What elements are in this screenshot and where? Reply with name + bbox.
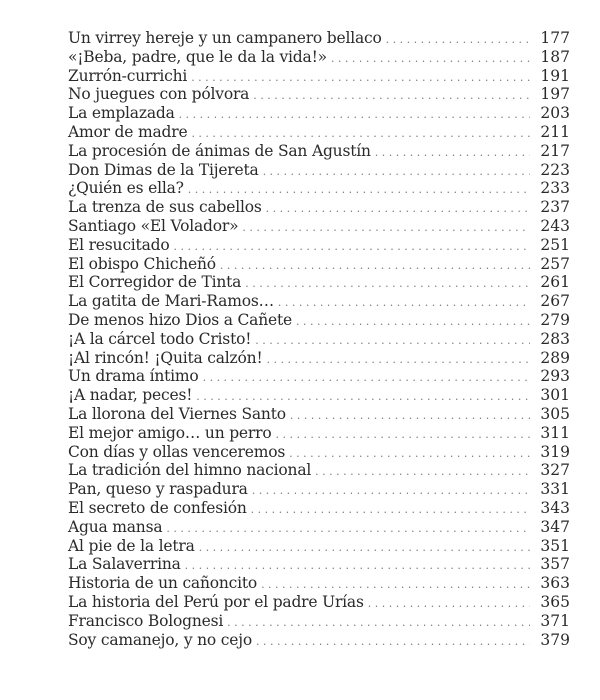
toc-entry [68,499,570,518]
toc-entry [68,631,570,650]
entry-page-number: 211 [540,122,570,141]
dot-leader [179,106,530,125]
toc-entry [68,236,570,255]
entry-title: Pan, queso y raspadura [68,480,248,499]
dot-leader [263,163,530,182]
dot-leader [256,633,530,652]
entry-page-number: 233 [540,179,570,198]
entry-title: La Salaverrina [68,555,181,574]
dot-leader [266,351,530,370]
toc-entry [68,424,570,443]
toc-entry [68,443,570,462]
entry-title: Santiago «El Volador» [68,216,239,235]
toc-entry [68,612,570,631]
entry-page-number: 257 [540,254,570,273]
entry-title: De menos hizo Dios a Cañete [68,310,292,329]
toc-entry [68,85,570,104]
dot-leader [203,369,530,388]
dot-leader [296,313,530,332]
entry-page-number: 237 [540,198,570,217]
toc-entry [68,217,570,236]
entry-title: Don Dimas de la Tijereta [68,160,259,179]
entry-page-number: 293 [540,367,570,386]
entry-title: ¡Al rincón! ¡Quita calzón! [68,348,263,367]
entry-title: Agua mansa [68,517,163,536]
entry-page-number: 327 [540,461,570,480]
dot-leader [245,275,530,294]
entry-title: El mejor amigo… un perro [68,423,272,442]
dot-leader [315,463,530,482]
entry-page-number: 223 [540,160,570,179]
entry-page-number: 305 [540,404,570,423]
entry-page-number: 177 [540,29,570,47]
dot-leader [331,50,530,69]
entry-page-number: 197 [540,85,570,104]
entry-title: No juegues con pólvora [68,85,250,104]
toc-entry [68,461,570,480]
entry-page-number: 343 [540,498,570,517]
entry-title: Con días y ollas venceremos [68,442,286,461]
entry-title: La emplazada [68,104,175,123]
toc-entry [68,161,570,180]
dot-leader [251,501,530,520]
entry-page-number: 357 [540,555,570,574]
dot-leader [266,200,530,219]
toc-entry [68,29,570,48]
toc-entry [68,179,570,198]
entry-page-number: 187 [540,47,570,66]
table-of-contents [68,29,570,649]
entry-page-number: 217 [540,141,570,160]
entry-page-number: 379 [540,630,570,649]
toc-entry [68,555,570,574]
toc-entry [68,480,570,499]
entry-title: Amor de madre [68,122,188,141]
entry-title: La procesión de ánimas de San Agustín [68,141,371,160]
dot-leader [253,87,530,106]
entry-page-number: 191 [540,66,570,85]
entry-page-number: 363 [540,574,570,593]
entry-page-number: 251 [540,235,570,254]
dot-leader [255,332,530,351]
entry-page-number: 261 [540,273,570,292]
entry-title: La gatita de Mari-Ramos… [68,292,274,311]
dot-leader [166,520,530,539]
toc-entry [68,255,570,274]
dot-leader [278,294,530,313]
dot-leader [227,614,530,633]
entry-page-number: 347 [540,517,570,536]
entry-page-number: 283 [540,329,570,348]
toc-entry [68,349,570,368]
entry-page-number: 289 [540,348,570,367]
entry-title: «¡Beba, padre, que le da la vida!» [68,47,327,66]
entry-title: ¿Quién es ella? [68,179,184,198]
toc-entry [68,273,570,292]
entry-title: Francisco Bolognesi [68,611,224,630]
toc-entry [68,518,570,537]
toc-entry [68,574,570,593]
dot-leader [375,144,530,163]
entry-title: La trenza de sus cabellos [68,198,262,217]
toc-entry [68,386,570,405]
entry-page-number: 311 [540,423,570,442]
toc-entry [68,405,570,424]
toc-entry [68,123,570,142]
dot-leader [173,238,530,257]
entry-title: ¡A la cárcel todo Cristo! [68,329,252,348]
entry-page-number: 203 [540,104,570,123]
entry-page-number: 243 [540,216,570,235]
entry-page-number: 351 [540,536,570,555]
dot-leader [386,31,530,50]
toc-entry [68,67,570,86]
entry-page-number: 301 [540,386,570,405]
dot-leader [368,595,530,614]
toc-entry [68,311,570,330]
entry-title: El secreto de confesión [68,498,247,517]
entry-title: El obispo Chicheñó [68,254,216,273]
dot-leader [242,219,530,238]
entry-title: La tradición del himno nacional [68,461,312,480]
toc-entry [68,537,570,556]
entry-page-number: 279 [540,310,570,329]
dot-leader [289,445,530,464]
entry-title: Un virrey hereje y un campanero bellaco [68,29,382,47]
toc-entry [68,292,570,311]
entry-page-number: 267 [540,292,570,311]
entry-title: El Corregidor de Tinta [68,273,242,292]
entry-title: Zurrón-currichi [68,66,188,85]
entry-title: Al pie de la letra [68,536,195,555]
toc-entry [68,198,570,217]
toc-entry [68,330,570,349]
toc-entry [68,367,570,386]
entry-title: Soy camanejo, y no cejo [68,630,252,649]
entry-page-number: 319 [540,442,570,461]
entry-title: Historia de un cañoncito [68,574,258,593]
entry-title: Un drama íntimo [68,367,199,386]
entry-page-number: 331 [540,480,570,499]
toc-entry [68,142,570,161]
entry-title: La historia del Perú por el padre Urías [68,592,364,611]
entry-title: ¡A nadar, peces! [68,386,193,405]
toc-entry [68,593,570,612]
toc-entry [68,104,570,123]
entry-title: El resucitado [68,235,170,254]
entry-page-number: 365 [540,592,570,611]
dot-leader [199,539,530,558]
toc-entry [68,48,570,67]
dot-leader [252,482,530,501]
dot-leader [290,407,530,426]
dot-leader [275,426,530,445]
entry-page-number: 371 [540,611,570,630]
dot-leader [220,257,530,276]
entry-title: La llorona del Viernes Santo [68,404,286,423]
